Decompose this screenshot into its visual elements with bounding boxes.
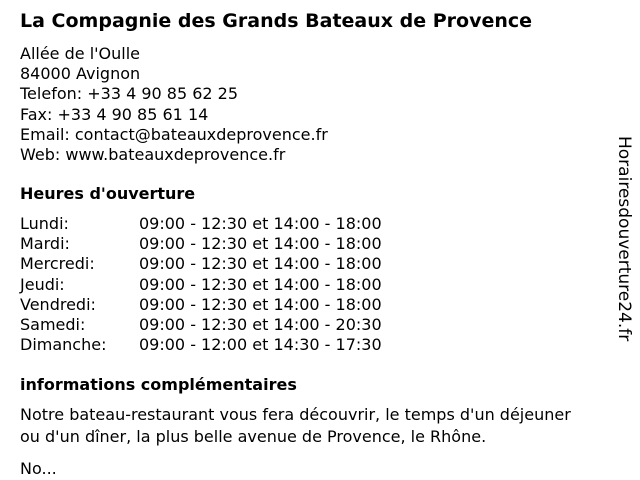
business-name: La Compagnie des Grands Bateaux de Provence — [20, 10, 533, 32]
day-label: Dimanche: — [20, 335, 107, 355]
hours-row-saturday — [20, 315, 440, 335]
time-range: 09:00 - 12:30 et 14:00 - 18:00 — [139, 214, 382, 233]
day-label: Vendredi: — [20, 294, 96, 314]
hours-row-thursday — [20, 275, 440, 295]
hours-table — [20, 214, 440, 355]
hours-row-sunday — [20, 335, 440, 355]
hours-row-monday — [20, 214, 440, 234]
day-label: Jeudi: — [20, 274, 65, 294]
address-city: 84000 Avignon — [20, 64, 141, 84]
fax-text: Fax: +33 4 90 85 61 14 — [20, 104, 209, 124]
truncated-text: No... — [20, 459, 57, 478]
time-range: 09:00 - 12:30 et 14:00 - 18:00 — [139, 274, 382, 294]
phone-text: Telefon: +33 4 90 85 62 25 — [20, 84, 239, 104]
time-range: 09:00 - 12:00 et 14:30 - 17:30 — [139, 335, 382, 355]
time-range: 09:00 - 12:30 et 14:00 - 18:00 — [139, 254, 382, 274]
watermark-text: Horairesdouverture24.fr — [614, 136, 634, 342]
day-label: Samedi: — [20, 314, 86, 334]
hours-row-tuesday — [20, 234, 440, 254]
info-heading: informations complémentaires — [20, 375, 297, 394]
hours-heading: Heures d'ouverture — [20, 184, 196, 203]
contact-block — [20, 44, 328, 165]
hours-row-wednesday — [20, 254, 440, 274]
day-label: Mercredi: — [20, 254, 95, 274]
address-street: Allée de l'Oulle — [20, 44, 141, 63]
time-range: 09:00 - 12:30 et 14:00 - 18:00 — [139, 234, 382, 254]
day-label: Lundi: — [20, 214, 69, 233]
day-label: Mardi: — [20, 234, 70, 254]
hours-row-friday — [20, 295, 440, 315]
website-text: Web: www.bateauxdeprovence.fr — [20, 145, 286, 165]
email-text: Email: contact@bateauxdeprovence.fr — [20, 124, 328, 144]
info-description: Notre bateau-restaurant vous fera découvrir, le temps d'un déjeuner ou d'un dîner, la plus belle avenue de Provence, le Rhône. — [20, 405, 571, 446]
time-range: 09:00 - 12:30 et 14:00 - 18:00 — [139, 294, 382, 314]
time-range: 09:00 - 12:30 et 14:00 - 20:30 — [139, 314, 382, 334]
